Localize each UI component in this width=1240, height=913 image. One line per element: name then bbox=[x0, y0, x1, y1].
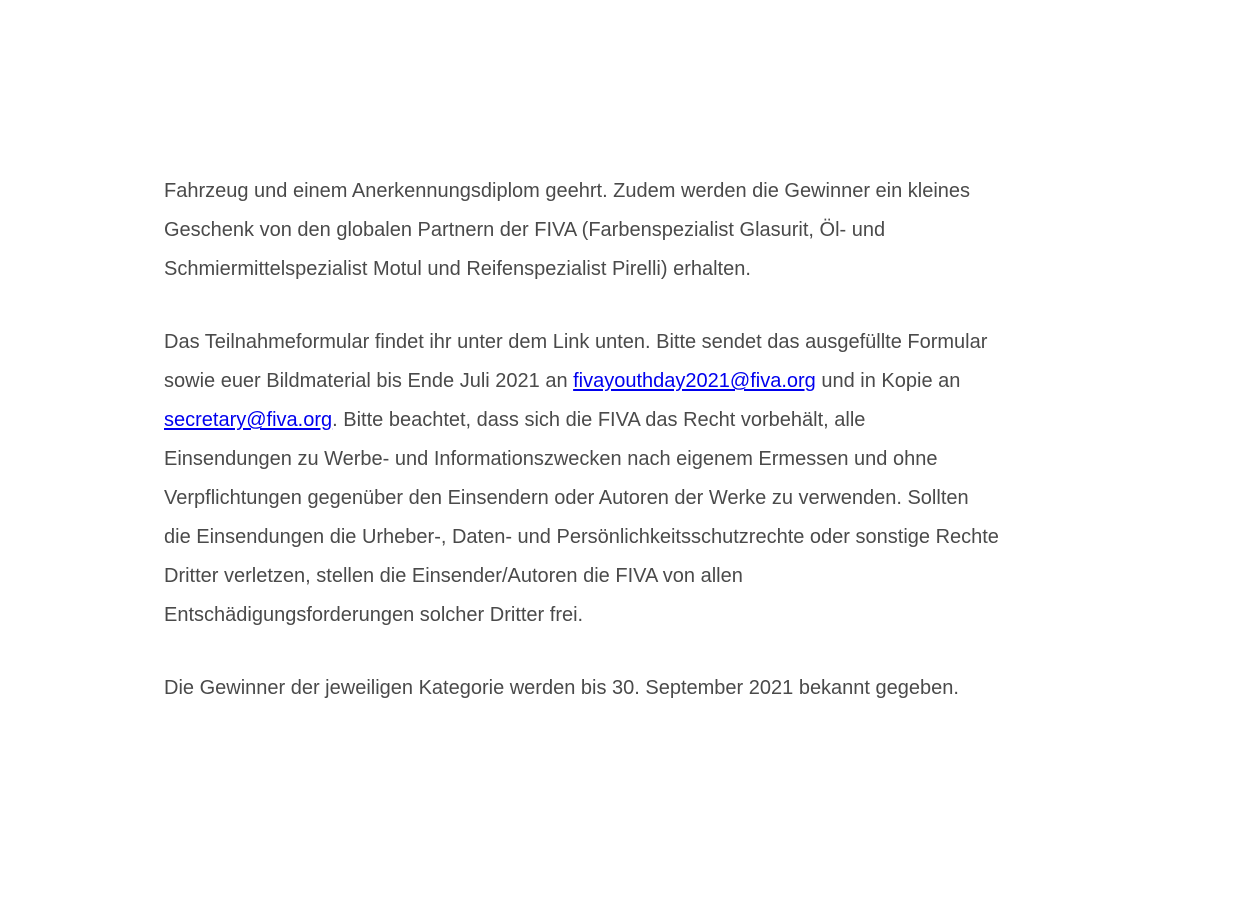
text-line-with-link bbox=[164, 401, 1094, 440]
paragraph-announcement bbox=[164, 669, 1094, 708]
text-line: Einsendungen zu Werbe- und Informationszwecken nach eigenem Ermessen und ohne bbox=[164, 448, 938, 470]
paragraph-prizes bbox=[164, 172, 1094, 289]
text-segment: sowie euer Bildmaterial bis Ende Juli 2021 an bbox=[164, 370, 574, 392]
text-line: Geschenk von den globalen Partnern der FIVA (Farbenspezialist Glasurit, Öl- und bbox=[164, 219, 886, 241]
text-line: Fahrzeug und einem Anerkennungsdiplom geehrt. Zudem werden die Gewinner ein kleines bbox=[164, 180, 971, 202]
email-link-secretary[interactable]: secretary@fiva.org bbox=[164, 409, 333, 431]
text-line-with-link bbox=[164, 362, 1094, 401]
email-link-youthday[interactable]: fivayouthday2021@fiva.org bbox=[573, 370, 816, 392]
text-line: Verpflichtungen gegenüber den Einsendern oder Autoren der Werke zu verwenden. Sollten bbox=[164, 487, 969, 509]
text-line: Die Gewinner der jeweiligen Kategorie werden bis 30. September 2021 bekannt gegeben. bbox=[164, 677, 959, 699]
paragraph-spacer bbox=[164, 289, 1094, 323]
paragraph-spacer bbox=[164, 635, 1094, 669]
document-body bbox=[164, 172, 1094, 708]
text-segment: und in Kopie an bbox=[815, 370, 961, 392]
text-line: Entschädigungsforderungen solcher Dritter frei. bbox=[164, 604, 584, 626]
text-line: die Einsendungen die Urheber-, Daten- und Persönlichkeitsschutzrechte oder sonstige Rechte bbox=[164, 526, 999, 548]
paragraph-submission bbox=[164, 323, 1094, 635]
text-line: Dritter verletzen, stellen die Einsender/Autoren die FIVA von allen bbox=[164, 565, 743, 587]
text-segment: . Bitte beachtet, dass sich die FIVA das Recht vorbehält, alle bbox=[332, 409, 866, 431]
text-line: Das Teilnahmeformular findet ihr unter dem Link unten. Bitte sendet das ausgefüllte Formular bbox=[164, 331, 988, 353]
text-line: Schmiermittelspezialist Motul und Reifenspezialist Pirelli) erhalten. bbox=[164, 258, 751, 280]
